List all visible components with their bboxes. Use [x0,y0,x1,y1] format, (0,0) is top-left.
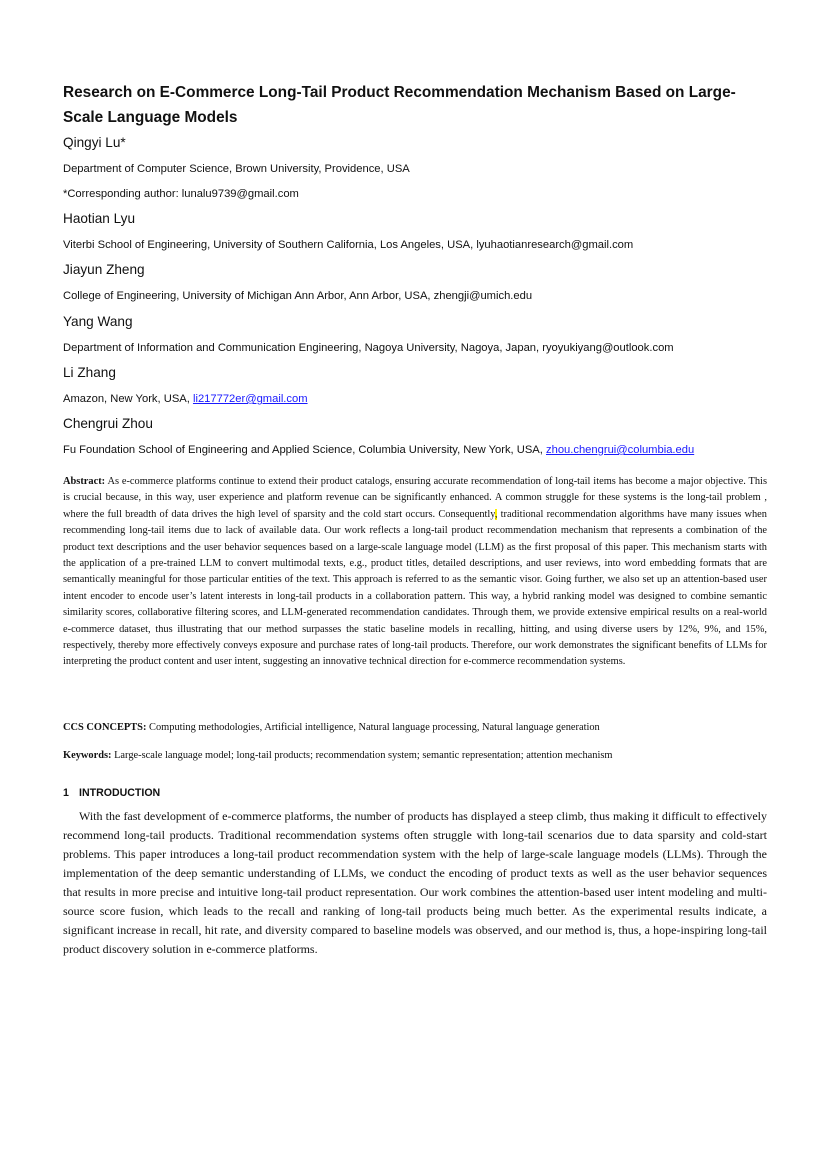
author-name: Yang Wang [63,314,133,329]
author-affiliation [63,391,308,407]
affiliation-text: Amazon, New York, USA, [63,393,193,405]
author-name: Haotian Lyu [63,211,136,226]
affiliation-text: Fu Foundation School of Engineering and Applied Science, Columbia University, New York, USA, [63,444,546,456]
author-affiliation [63,442,694,458]
keywords-label: Keywords: [63,750,112,761]
author-name: Jiayun Zheng [63,262,145,277]
author-affiliation: College of Engineering, University of Michigan Ann Arbor, Ann Arbor, USA, zhengji@umich.edu [63,290,533,302]
ccs-text: Computing methodologies, Artificial intelligence, Natural language processing, Natural language generation [146,722,600,733]
section-title: INTRODUCTION [79,787,161,799]
author-name: Li Zhang [63,365,116,380]
keywords [63,748,767,764]
section-number: 1 [63,787,69,799]
keywords-text: Large-scale language model; long-tail products; recommendation system; semantic representation; attention mechanism [111,750,613,761]
author-affiliation: Department of Information and Communication Engineering, Nagoya University, Nagoya, Japan, ryoyukiyang@outlook.com [63,342,674,354]
email-link[interactable]: li217772er@gmail.com [192,393,308,405]
paper-title: Research on E-Commerce Long-Tail Product Recommendation Mechanism Based on Large-Scale Language Models [63,84,736,126]
introduction-paragraph: With the fast development of e-commerce platforms, the number of products has displayed a steep climb, thus making it difficult to effectively recommend long-tail products. Traditional recommendation systems often struggle with long-tail scenarios due to data sparsity and cold-start problems. This paper introduces a long-tail product recommendation system with the help of large-scale language models (LLMs). Through the implementation of the deep semantic understanding of LLMs, we conduct the encoding of product texts as well as the user behavior sequences that results in more precise and intuitive long-tail product representation. Our work combines the attention-based user intent modeling and multi-source score fusion, which leads to the recall and ranking of long-tail products being much better. As the experimental results indicate, a significant increase in recall, hit rate, and diversity compared to baseline models was observed, and our method is, thus, a hope-inspiring long-tail product discovery solution in e-commerce platforms. [63,809,767,956]
section-heading [63,785,160,801]
email-link[interactable]: zhou.chengrui@columbia.edu [546,444,695,456]
abstract-label: Abstract: [63,476,106,487]
ccs-concepts [63,720,767,736]
abstract-text: traditional recommendation algorithms have many issues when recommending long-tail items due to lack of available data. Our work reflects a long-tail product recommendation mechanism that represents a combination of the product text descriptions and the user behavior sequences based on a large-scale language model (LLM) as the first proposal of this paper. This mechanism starts with the application of a pre-trained LLM to convert multimodal texts, e.g., product titles, detailed descriptions, and user reviews, into word embedding formats that are semantically meaningful for those particular entities of the text. This approach is referred to as the semantic visor. Going further, we also set up an attention-based user intent encoder to encode user’s latent interests in long-tail products in a collaboration pattern. This way, a hybrid ranking model was designed to combine semantic similarity scores, collaborative filtering scores, and LLM-generated recommendation candidates. Through them, we provide extensive empirical results on a real-world e-commerce dataset, thus illustrating that our method surpasses the static baseline models in recalling, hitting, and using diverse users by 12%, 9%, and 15%, respectively, thereby more effectively conveys exposure and purchase rates of long-tail products. Therefore, our work demonstrates the significant benefits of LLMs for interpreting the product content and user intent, suggesting an innovative technical direction for e-commerce recommendation systems. [63,508,767,668]
author-name: Chengrui Zhou [63,416,153,431]
author-affiliation: Viterbi School of Engineering, University of Southern California, Los Angeles, USA, lyuhaotianresearch@gmail.com [63,239,634,251]
abstract [63,474,767,671]
abstract-text: As e-commerce platforms continue to extend their product catalogs, ensuring accurate recommendation of long-tail items has become a major objective. This is crucial because, in this way, user experience and platform revenue can be significantly enhanced. A common struggle for these systems is the long-tail problem , where the full breadth of data drives the high level of sparsity and the cold start occurs. Consequently [63,476,767,520]
author-name: Qingyi Lu* [63,135,126,150]
author-affiliation: Department of Computer Science, Brown University, Providence, USA [63,163,410,175]
ccs-label: CCS CONCEPTS: [63,722,147,733]
corresponding-author-note: *Corresponding author: lunalu9739@gmail.com [63,188,299,200]
highlighted-text: , [494,508,498,520]
